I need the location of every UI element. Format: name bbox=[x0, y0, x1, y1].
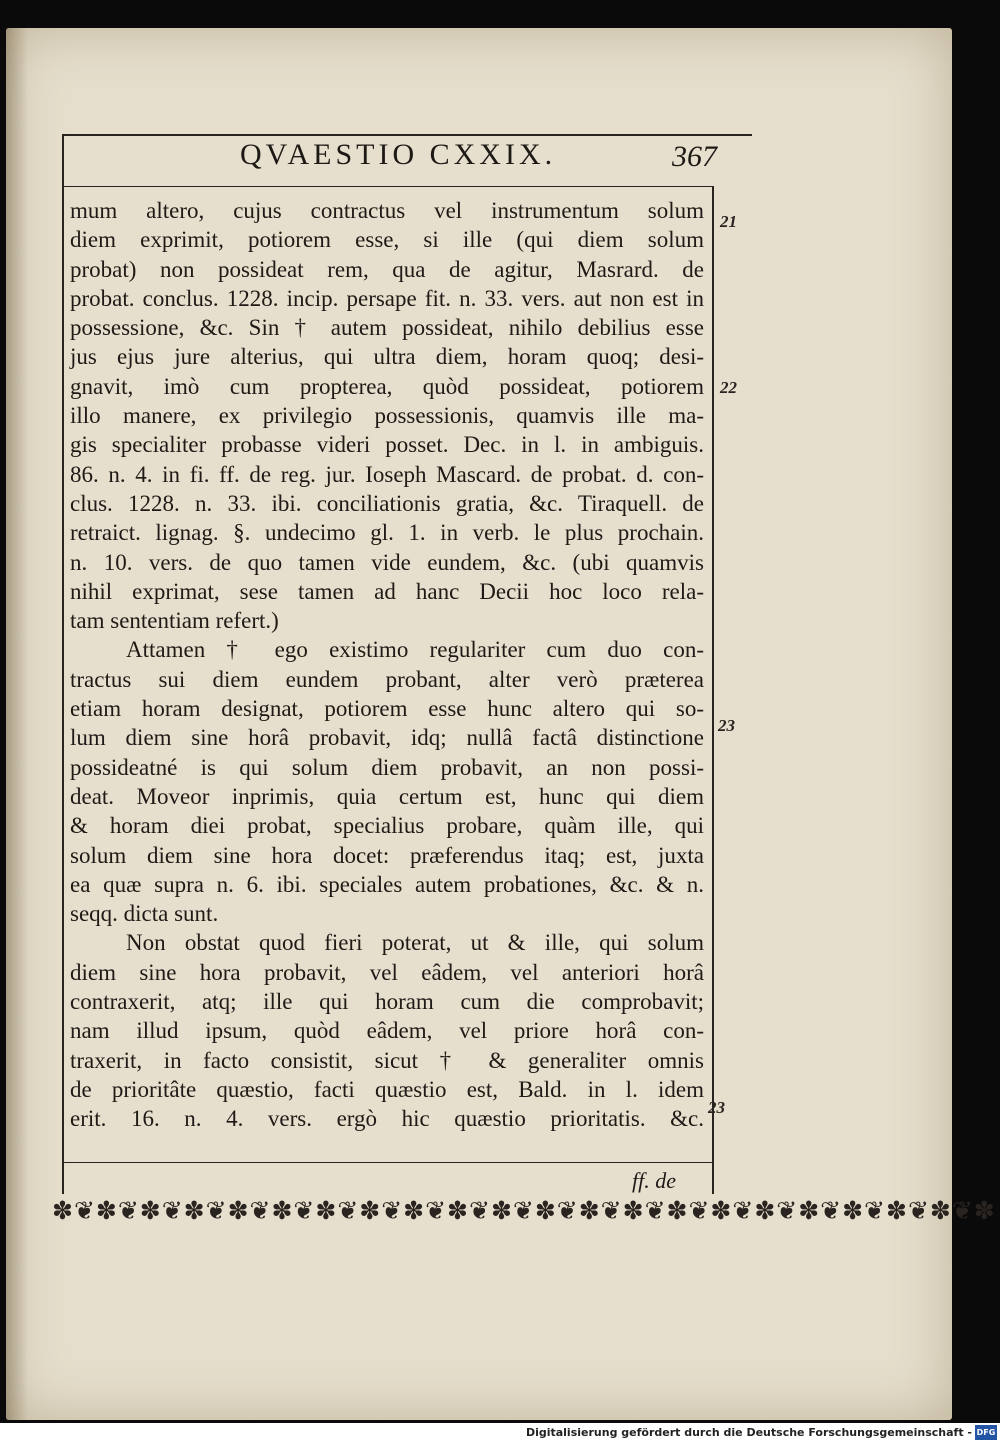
page-number: 367 bbox=[672, 140, 717, 173]
text-line: gis specialiter probasse videri posset. Dec. in l. in ambiguis. bbox=[70, 432, 704, 458]
text-line: probat. conclus. 1228. incip. persape fit. n. 33. vers. aut non est in bbox=[70, 285, 704, 311]
text-line: erit. 16. n. 4. vers. ergò hic quæstio prioritatis. &c. bbox=[70, 1106, 704, 1132]
frame-left-rule bbox=[62, 134, 64, 1194]
dfg-logo: DFG bbox=[975, 1425, 997, 1440]
text-line: probat) non possideat rem, qua de agitur, Masrard. de bbox=[70, 256, 704, 282]
text-line: diem sine hora probavit, vel eâdem, vel anteriori horâ bbox=[70, 959, 704, 985]
running-head: QVAESTIO CXXIX. bbox=[240, 138, 557, 171]
header-rule bbox=[62, 186, 712, 187]
margin-note: 22 bbox=[720, 378, 737, 397]
paragraph-start-line: Attamen † ego existimo regulariter cum duo con- bbox=[126, 637, 704, 663]
text-line: nam illud ipsum, quòd eâdem, vel priore horâ con- bbox=[70, 1018, 704, 1044]
body-text bbox=[70, 196, 704, 1134]
text-line: possideatné is qui solum diem probavit, an non possi- bbox=[70, 754, 704, 780]
text-line: deat. Moveor inprimis, quia certum est, hunc qui diem bbox=[70, 783, 704, 809]
text-line: 86. n. 4. in fi. ff. de reg. jur. Ioseph Mascard. de probat. d. con- bbox=[70, 461, 704, 487]
text-line: de prioritâte quæstio, facti quæstio est, Bald. in l. idem bbox=[70, 1076, 704, 1102]
margin-note: 23 bbox=[718, 716, 735, 735]
text-line: tam sententiam refert.) bbox=[70, 608, 279, 634]
text-line: contraxerit, atq; ille qui horam cum die comprobavit; bbox=[70, 989, 704, 1015]
text-line: & horam diei probat, specialius probare, quàm ille, qui bbox=[70, 813, 704, 839]
text-line: lum diem sine horâ probavit, idq; nullâ factâ distinctione bbox=[70, 725, 704, 751]
margin-note: 21 bbox=[720, 212, 737, 231]
text-line: jus ejus jure alterius, qui ultra diem, horam quoq; desi- bbox=[70, 344, 704, 370]
bottom-rule bbox=[62, 1162, 712, 1163]
text-line: mum altero, cujus contractus vel instrumentum solum bbox=[70, 198, 704, 223]
text-line: solum diem sine hora docet: præferendus itaq; est, juxta bbox=[70, 842, 704, 868]
margin-note: 23 bbox=[708, 1098, 725, 1117]
text-line: tractus sui diem eundem probant, alter verò præterea bbox=[70, 666, 704, 692]
paragraph-start-line: Non obstat quod fieri poterat, ut & ille, qui solum bbox=[126, 930, 704, 956]
text-line: diem exprimit, potiorem esse, si ille (qui diem solum bbox=[70, 227, 704, 253]
text-line: gnavit, imò cum propterea, quòd possideat, potiorem bbox=[70, 373, 704, 399]
text-line: etiam horam designat, potiorem esse hunc altero qui so- bbox=[70, 696, 704, 722]
text-line: traxerit, in facto consistit, sicut † & generaliter omnis bbox=[70, 1047, 704, 1073]
text-line: nihil exprimat, sese tamen ad hanc Decii hoc loco rela- bbox=[70, 578, 704, 604]
text-line: seqq. dicta sunt. bbox=[70, 901, 219, 927]
frame-right-rule bbox=[712, 186, 714, 1194]
footer-credit: Digitalisierung gefördert durch die Deutsche Forschungsgemeinschaft - bbox=[525, 1426, 972, 1439]
catchword: ff. de bbox=[632, 1168, 676, 1193]
text-line: ea quæ supra n. 6. ibi. speciales autem probationes, &c. & n. bbox=[70, 871, 704, 897]
text-line: clus. 1228. n. 33. ibi. conciliationis gratia, &c. Tiraquell. de bbox=[70, 490, 704, 516]
text-line: retraict. lignag. §. undecimo gl. 1. in verb. le plus prochain. bbox=[70, 520, 704, 546]
text-line: possessione, &c. Sin † autem possideat, nihilo debilius esse bbox=[70, 315, 704, 341]
text-line: n. 10. vers. de quo tamen vide eundem, &c. (ubi quamvis bbox=[70, 549, 704, 575]
ornament-border: ✽❦✽❦✽❦✽❦✽❦✽❦✽❦✽❦✽❦✽❦✽❦✽❦✽❦✽❦✽❦✽❦✽❦✽❦✽❦✽❦✽❦✽ bbox=[52, 1196, 996, 1225]
top-rule bbox=[62, 134, 752, 136]
text-line: illo manere, ex privilegio possessionis, quamvis ille ma- bbox=[70, 403, 704, 429]
